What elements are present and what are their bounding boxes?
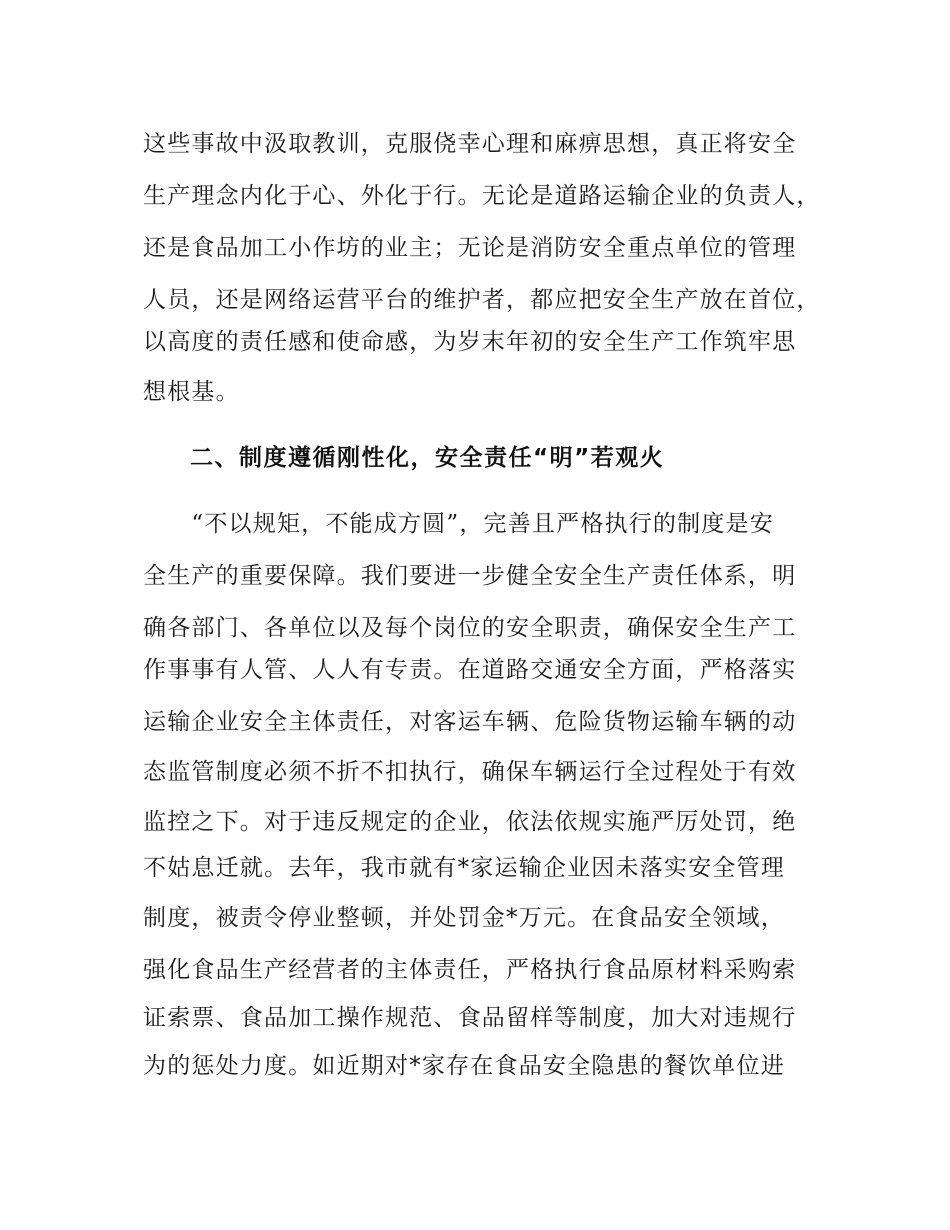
paragraph-line: 不姑息迁就。去年，我市就有*家运输企业因未落实安全管理 (143, 855, 785, 881)
paragraph-line: 态监管制度必须不折不扣执行，确保车辆运行全过程处于有效 (143, 759, 797, 785)
paragraph-line: “不以规矩，不能成方圆”，完善且严格执行的制度是安 (143, 511, 774, 537)
paragraph-line: 作事事有人管、人人有专责。在道路交通安全方面，严格落实 (143, 657, 797, 683)
section-heading: 二、制度遵循刚性化，安全责任“明”若观火 (190, 445, 665, 471)
paragraph-line: 监控之下。对于违反规定的企业，依法依规实施严厉处罚，绝 (143, 809, 797, 835)
paragraph-line: 这些事故中汲取教训，克服侥幸心理和麻痹思想，真正将安全 (143, 131, 797, 157)
paragraph-line: 强化食品生产经营者的主体责任，严格执行食品原材料采购索 (143, 957, 797, 983)
paragraph-line: 证索票、食品加工操作规范、食品留样等制度，加大对违规行 (143, 1005, 797, 1031)
paragraph-line: 生产理念内化于心、外化于行。无论是道路运输企业的负责人， (143, 183, 821, 209)
paragraph-line: 全生产的重要保障。我们要进一步健全安全生产责任体系，明 (143, 563, 797, 589)
paragraph-line: 确各部门、各单位以及每个岗位的安全职责，确保安全生产工 (143, 615, 797, 641)
paragraph-line: 以高度的责任感和使命感，为岁末年初的安全生产工作筑牢思 (143, 329, 797, 355)
paragraph-line: 人员，还是网络运营平台的维护者，都应把安全生产放在首位， (143, 287, 821, 313)
paragraph-line: 运输企业安全主体责任，对客运车辆、危险货物运输车辆的动 (143, 709, 797, 735)
paragraph-line: 想根基。 (143, 379, 240, 405)
paragraph-line: 还是食品加工小作坊的业主；无论是消防安全重点单位的管理 (143, 235, 797, 261)
paragraph-line: 制度，被责令停业整顿，并处罚金*万元。在食品安全领域， (143, 905, 785, 931)
paragraph-line: 为的惩处力度。如近期对*家存在食品安全隐患的餐饮单位进 (143, 1053, 785, 1079)
